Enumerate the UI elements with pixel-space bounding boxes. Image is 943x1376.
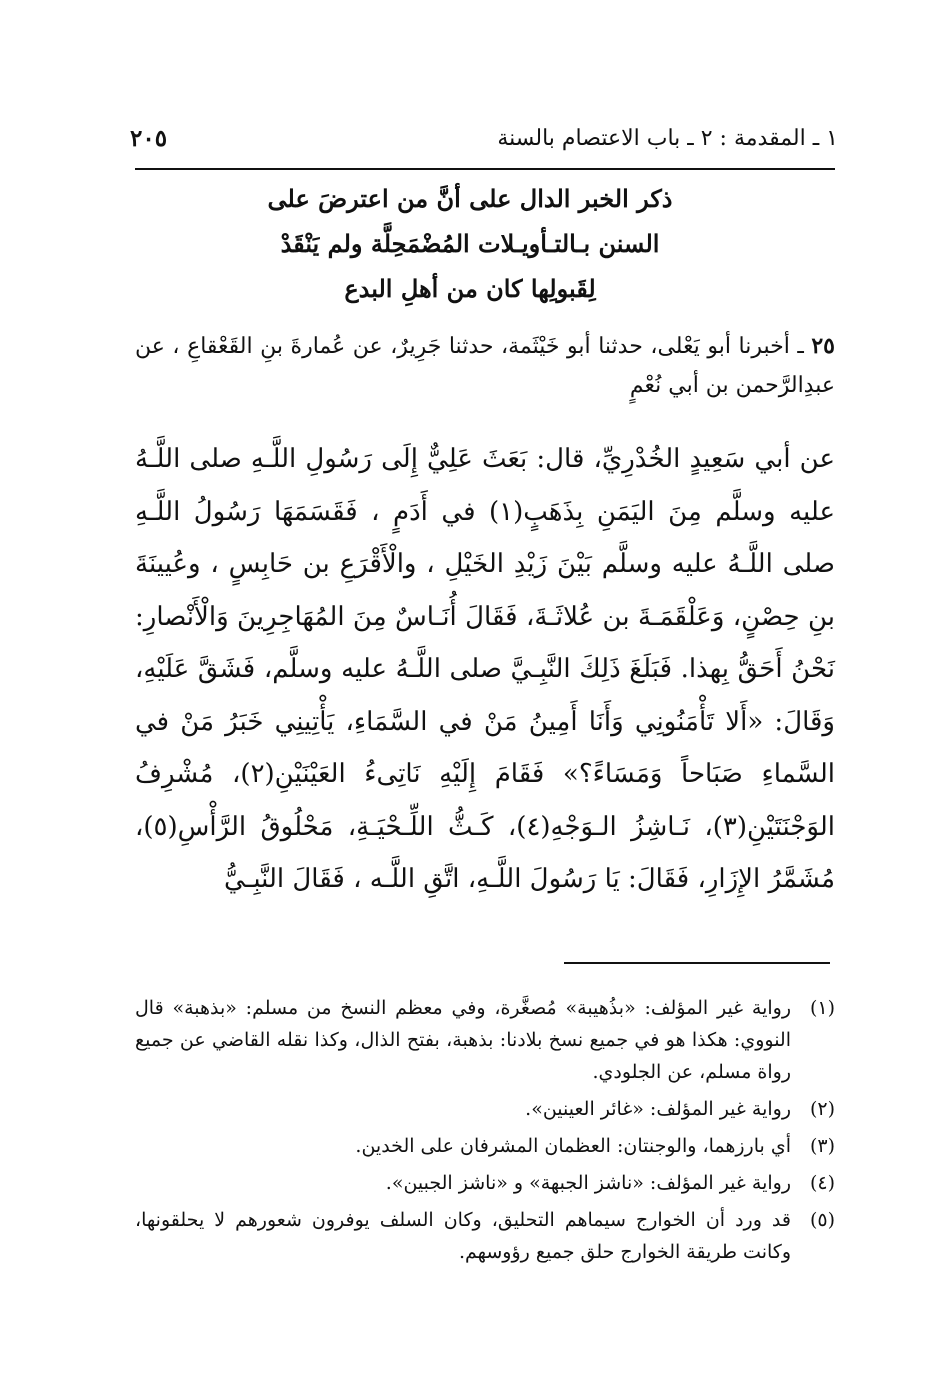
chapter-heading [240,176,700,311]
hadith-text: عن أبي سَعِيدٍ الخُدْرِيِّ، قال: بَعَثَ عَلِيٌّ إِلَى رَسُولِ اللَّـهِ صلى اللَّـهُ عليه وسلَّم مِنَ اليَمَنِ بِذَهَبٍ(١) في أَدَمٍ ، فَقَسَمَهَا رَسُولُ اللَّـهِ صلى اللَّـهُ عليه وسلَّم بَيْنَ زَيْدِ الخَيْلِ ، والْأَقْرَعِ بن حَابِسٍ ، وعُيينَةَ بنِ حِصْنٍ، وَعَلْقَمَـةَ بن عُلاثَـةَ، فَقَالَ أُنَـاسٌ مِنَ المُهَاجِرِينَ وَالْأَنْصارِ: نَحْنُ أَحَقُّ بِهذا. فَبَلَغَ ذَلِكَ النَّبِـيَّ صلى اللَّـهُ عليه وسلَّم، فَشَقَّ عَلَيْهِ، وَقَالَ: «أَلا تَأْمَنُونِي وَأَنَا أَمِينُ مَنْ في السَّمَاءِ، يَأْتِينِي خَبَرُ مَنْ في السَّماءِ صَبَاحاً وَمَسَاءً؟» فَقَامَ إِلَيْهِ نَاتِىءُ العَيْنَيْنِ(٢)، مُشْرِفُ الوَجْنَتَيْنِ(٣)، نَـاشِزُ الـوَجْهِ(٤)، كَـثُّ اللِّـحْيَـةِ، مَحْلُوقُ الرَّأْسِ(٥)، مُشَمَّرُ الإِزَارِ، فَقَالَ: يَا رَسُولَ اللَّـهِ، اتَّقِ اللَّـه ، فَقَالَ النَّبِـيُّ [135,444,836,894]
footnote-text: رواية غير المؤلف: «غائر العينين». [525,1098,791,1120]
footnote-text: رواية غير المؤلف: «بذُهيبة» مُصغَّرة، وفي معظم النسخ من مسلم: «بذهبة» قال النووي: هكذا هو في جميع نسخ بلادنا: بذهبة، بفتح الذال، وكذا نقله القاضي عن جميع رواة مسلم، عن الجلودي. [135,997,791,1083]
hadith-number: ٢٥ [811,333,835,359]
header-divider [135,168,835,170]
footnote-number: (٢) [809,1098,835,1120]
footnote [135,1204,835,1268]
footnote-number: (٤) [809,1172,835,1194]
heading-line: السنن بـالتـأويـلات المُضْمَحِلَّة ولم يَنْقَدْ [280,229,660,258]
footnote-text: قد ورد أن الخوارج سيماهم التحليق، وكان السلف يوفرون شعورهم لا يحلقونها، وكانت طريقة الخوارج حلق جميع رؤوسهم. [135,1209,791,1263]
footnote-number: (١) [809,997,835,1019]
footnote [135,1167,835,1199]
hadith-isnad: ـ أخبرنا أبو يَعْلى، حدثنا أبو خَيْثَمة، حدثنا جَرِيرٌ، عن عُمارةَ بنِ القَعْقاعِ ، عن عبدِالرَّحمن بن أبي نُعْمٍ [135,334,835,398]
heading-line: لِقَبولِها كان من أهلِ البدع [344,274,596,303]
footnote [135,992,835,1088]
footnote [135,1130,835,1162]
footnote-text: أي بارزهما، والوجنتان: العظمان المشرفان على الخدين. [355,1135,791,1157]
hadith-chain [135,327,835,405]
running-head: ١ ـ المقدمة : ٢ ـ باب الاعتصام بالسنة [497,125,838,151]
heading-line: ذكر الخبر الدال على أنَّ من اعترضَ على [267,184,673,213]
page-number: ٢٠٥ [130,124,168,152]
page-header [130,118,838,158]
footnote-divider [564,962,830,964]
footnote [135,1093,835,1125]
footnotes [135,992,835,1273]
footnote-number: (٣) [809,1135,835,1157]
footnote-number: (٥) [809,1209,835,1231]
footnote-text: رواية غير المؤلف: «ناشز الجبهة» و «ناشز الجبين». [385,1172,791,1194]
